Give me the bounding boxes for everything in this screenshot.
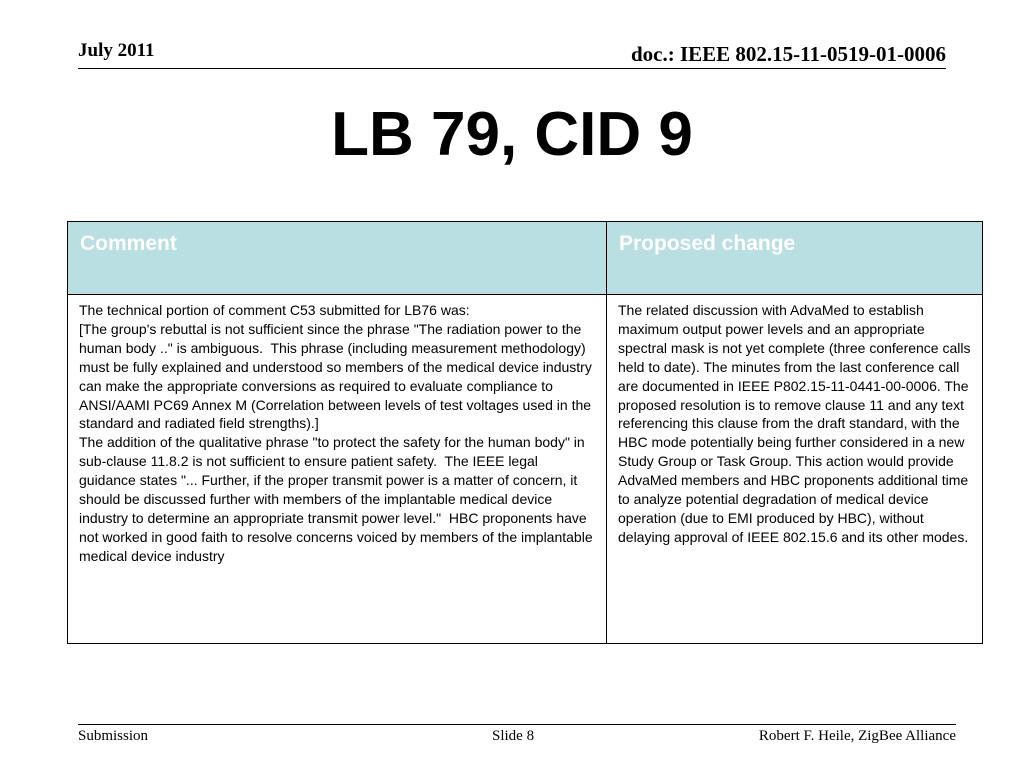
comment-table (67, 221, 983, 644)
footer-submission: Submission (78, 728, 149, 744)
column-header-label: Comment (80, 232, 177, 255)
proposed-change-cell (607, 295, 983, 644)
slide-title: LB 79, CID 9 (331, 100, 693, 169)
comment-cell (68, 295, 607, 644)
footer-slide-number: Slide 8 (492, 728, 535, 744)
comment-paragraph: [The group's rebuttal is not sufficient since the phrase "The radiation power to the human body .." is ambiguous. This phrase (including measurement methodology) must be fully explained and understood so members of the medical device industry can make the appropriate conversions as required to evaluate compliance to ANSI/AAMI PC69 Annex M (Correlation between levels of test voltages used in the standard and radiated field strengths).] (79, 320, 596, 432)
proposed-change-text: The related discussion with AdvaMed to establish maximum output power levels and an appropriate spectral mask is not yet complete (three conference calls held to date). The minutes from the last conference call are documented in IEEE P802.15-11-0441-00-0006. The proposed resolution is to remove clause 11 and any text referencing this clause from the draft standard, with the HBC mode potentially being further considered in a new Study Group or Task Group. This action would provide AdvaMed members and HBC proponents additional time to analyze potential degradation of medical device operation (due to EMI produced by HBC), without delaying approval of IEEE 802.15.6 and its other modes. (618, 302, 975, 545)
comment-paragraph: The technical portion of comment C53 submitted for LB76 was: (79, 302, 470, 318)
table-header-comment (68, 222, 607, 295)
footer-divider (78, 724, 956, 725)
footer-author: Robert F. Heile, ZigBee Alliance (758, 728, 956, 744)
table-header-proposed-change (607, 222, 983, 295)
column-header-label: Proposed change (619, 232, 796, 255)
comment-paragraph: The addition of the qualitative phrase "to protect the safety for the human body" in sub-clause 11.8.2 is not sufficient to ensure patient safety. The IEEE legal guidance states "... Further, if the proper transmit power is a matter of concern, it should be discussed further with members of the implantable medical device industry to determine an appropriate transmit power level." HBC proponents have not worked in good faith to resolve concerns voiced by members of the implantable medical device industry (79, 434, 597, 564)
header-divider (78, 68, 946, 69)
header-date: July 2011 (78, 40, 155, 61)
header-doc-id: doc.: IEEE 802.15-11-0519-01-0006 (631, 42, 946, 66)
